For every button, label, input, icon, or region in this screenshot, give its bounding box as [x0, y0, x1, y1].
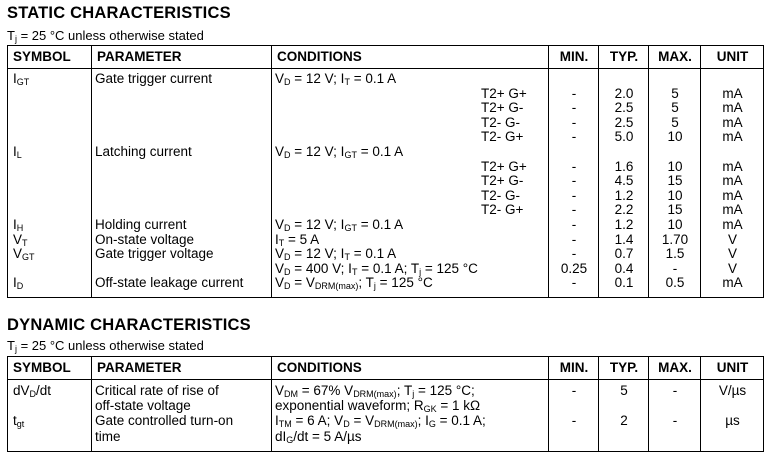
header-max: MAX. [658, 360, 692, 375]
cell-min: - [571, 85, 577, 101]
cell-typ: 2 [620, 413, 628, 429]
cell-max: 15 [667, 202, 683, 218]
cell-typ: 5 [620, 383, 628, 398]
cell-typ: 1.6 [614, 158, 634, 174]
cell-typ: 4.5 [614, 173, 634, 189]
cell-parameter: off-state voltage [95, 398, 191, 414]
cell-min: - [571, 100, 577, 116]
cell-quadrant: T2- G+ [481, 202, 524, 218]
column-divider [91, 46, 92, 297]
cell-typ: 2.2 [614, 202, 634, 218]
cell-unit: mA [722, 275, 743, 291]
cell-max: - [672, 383, 678, 398]
header-parameter: PARAMETER [97, 360, 182, 375]
static-characteristics-table [7, 45, 764, 298]
cell-quadrant: T2+ G- [481, 100, 524, 116]
cell-conditions: $I_{TM} = 6$ A; $V_D = V_{DRM(max)}$; $I_G = 0.1$ A; [275, 413, 486, 430]
cell-typ: 0.4 [614, 260, 634, 276]
cell-quadrant: T2+ G+ [481, 158, 527, 174]
cell-unit: mA [722, 217, 743, 232]
column-divider [91, 357, 92, 451]
cell-max: 5 [671, 100, 679, 116]
cell-parameter: Gate controlled turn-on [95, 413, 234, 429]
cell-unit: V/µs [718, 383, 747, 398]
cell-max: 15 [667, 173, 683, 189]
cell-max: 0.5 [665, 275, 685, 291]
cell-min: - [571, 114, 577, 130]
cell-unit: mA [722, 187, 743, 203]
cell-parameter: Critical rate of rise of [95, 383, 219, 398]
column-divider [271, 357, 272, 451]
cell-parameter: Gate trigger voltage [95, 246, 214, 262]
cell-unit: V [727, 260, 737, 276]
cell-max: 1.70 [661, 231, 689, 247]
cell-typ: 2.0 [614, 85, 634, 101]
cell-typ: 0.7 [614, 246, 634, 262]
cell-min: - [571, 217, 577, 232]
cell-typ: 2.5 [614, 114, 634, 130]
column-divider [271, 46, 272, 297]
cell-typ: 2.5 [614, 100, 634, 116]
cell-max: 10 [667, 158, 683, 174]
header-unit: UNIT [716, 49, 749, 64]
cell-parameter: Off-state leakage current [95, 275, 244, 291]
cell-max: 10 [667, 187, 683, 203]
cell-min: - [571, 202, 577, 218]
cell-symbol: $I_D$ [13, 275, 24, 292]
header-conditions: CONDITIONS [277, 49, 362, 64]
cell-min: - [571, 413, 577, 429]
static-title: STATIC CHARACTERISTICS [7, 4, 231, 22]
cell-unit: mA [722, 100, 743, 116]
cell-min: - [571, 158, 577, 174]
cell-min: - [571, 187, 577, 203]
cell-symbol: $I_H$ [13, 217, 24, 233]
cell-symbol: $V_T$ [13, 231, 28, 248]
cell-max: 10 [667, 129, 683, 145]
cell-max: 5 [671, 85, 679, 101]
cell-conditions: $V_D = 12$ V; $I_T = 0.1$ A [275, 246, 397, 263]
header-typ: TYP. [609, 360, 639, 375]
cell-quadrant: T2- G- [481, 187, 520, 203]
cell-quadrant: T2- G- [481, 114, 520, 130]
cell-quadrant: T2- G+ [481, 129, 524, 145]
cell-conditions: $I_T = 5$ A [275, 231, 320, 248]
cell-unit: mA [722, 158, 743, 174]
cell-min: - [571, 275, 577, 291]
cell-min: 0.25 [560, 260, 588, 276]
cell-max: 10 [667, 217, 683, 232]
cell-min: - [571, 173, 577, 189]
cell-typ: 5.0 [614, 129, 634, 145]
cell-unit: µs [725, 413, 740, 429]
cell-conditions: $dI_G/dt = 5$ A/µs [275, 428, 362, 445]
cell-unit: mA [722, 202, 743, 218]
cell-unit: V [727, 231, 737, 247]
cell-max: 5 [671, 114, 679, 130]
cell-parameter: time [95, 428, 121, 444]
cell-conditions: $V_D = V_{DRM(max)}$; $T_j = 125$ °C [275, 275, 433, 292]
cell-conditions: $V_D = 12$ V; $I_T = 0.1$ A [275, 71, 397, 87]
cell-symbol: $dV_D/dt$ [13, 383, 52, 399]
header-symbol: SYMBOL [13, 49, 71, 64]
cell-min: - [571, 129, 577, 145]
cell-unit: V [727, 246, 737, 262]
header-min: MIN. [559, 49, 589, 64]
dynamic-characteristics-table [7, 356, 764, 452]
cell-symbol: $I_L$ [13, 144, 22, 160]
cell-min: - [571, 231, 577, 247]
cell-typ: 0.1 [614, 275, 634, 291]
cell-unit: mA [722, 129, 743, 145]
cell-unit: mA [722, 85, 743, 101]
cell-max: 1.5 [665, 246, 685, 262]
header-conditions: CONDITIONS [277, 360, 362, 375]
cell-parameter: Gate trigger current [95, 71, 213, 86]
dynamic-condition: $T_j = 25$ °C unless otherwise stated [7, 338, 204, 354]
cell-parameter: Latching current [95, 144, 192, 159]
cell-quadrant: T2+ G- [481, 173, 524, 189]
header-parameter: PARAMETER [97, 49, 182, 64]
cell-typ: 1.2 [614, 187, 634, 203]
cell-unit: mA [722, 173, 743, 189]
dynamic-title: DYNAMIC CHARACTERISTICS [7, 316, 251, 334]
cell-min: - [571, 246, 577, 262]
header-min: MIN. [559, 360, 589, 375]
static-condition: $T_j = 25$ °C unless otherwise stated [7, 28, 204, 44]
header-unit: UNIT [716, 360, 749, 375]
cell-conditions: $V_D = 12$ V; $I_{GT} = 0.1$ A [275, 217, 404, 233]
cell-symbol: $I_{GT}$ [13, 71, 30, 87]
cell-symbol: $t_{gt}$ [13, 413, 25, 430]
cell-unit: mA [722, 114, 743, 130]
cell-conditions: $V_{DM} = 67\%$ $V_{DRM(max)}$; $T_j = 125$ °C; [275, 383, 475, 399]
cell-symbol: $V_{GT}$ [13, 246, 35, 263]
cell-conditions: $V_D = 400$ V; $I_T = 0.1$ A; $T_j = 125$ °C [275, 260, 478, 277]
header-max: MAX. [658, 49, 692, 64]
cell-max: - [672, 260, 678, 276]
cell-typ: 1.2 [614, 217, 634, 232]
cell-conditions: exponential waveform; $R_{GK} = 1$ kΩ [275, 398, 481, 415]
cell-quadrant: T2+ G+ [481, 85, 527, 101]
cell-max: - [672, 413, 678, 429]
cell-parameter: Holding current [95, 217, 187, 232]
cell-typ: 1.4 [614, 231, 634, 247]
header-symbol: SYMBOL [13, 360, 71, 375]
cell-min: - [571, 383, 577, 398]
cell-parameter: On-state voltage [95, 231, 195, 247]
cell-conditions: $V_D = 12$ V; $I_{GT} = 0.1$ A [275, 144, 404, 160]
header-typ: TYP. [609, 49, 639, 64]
